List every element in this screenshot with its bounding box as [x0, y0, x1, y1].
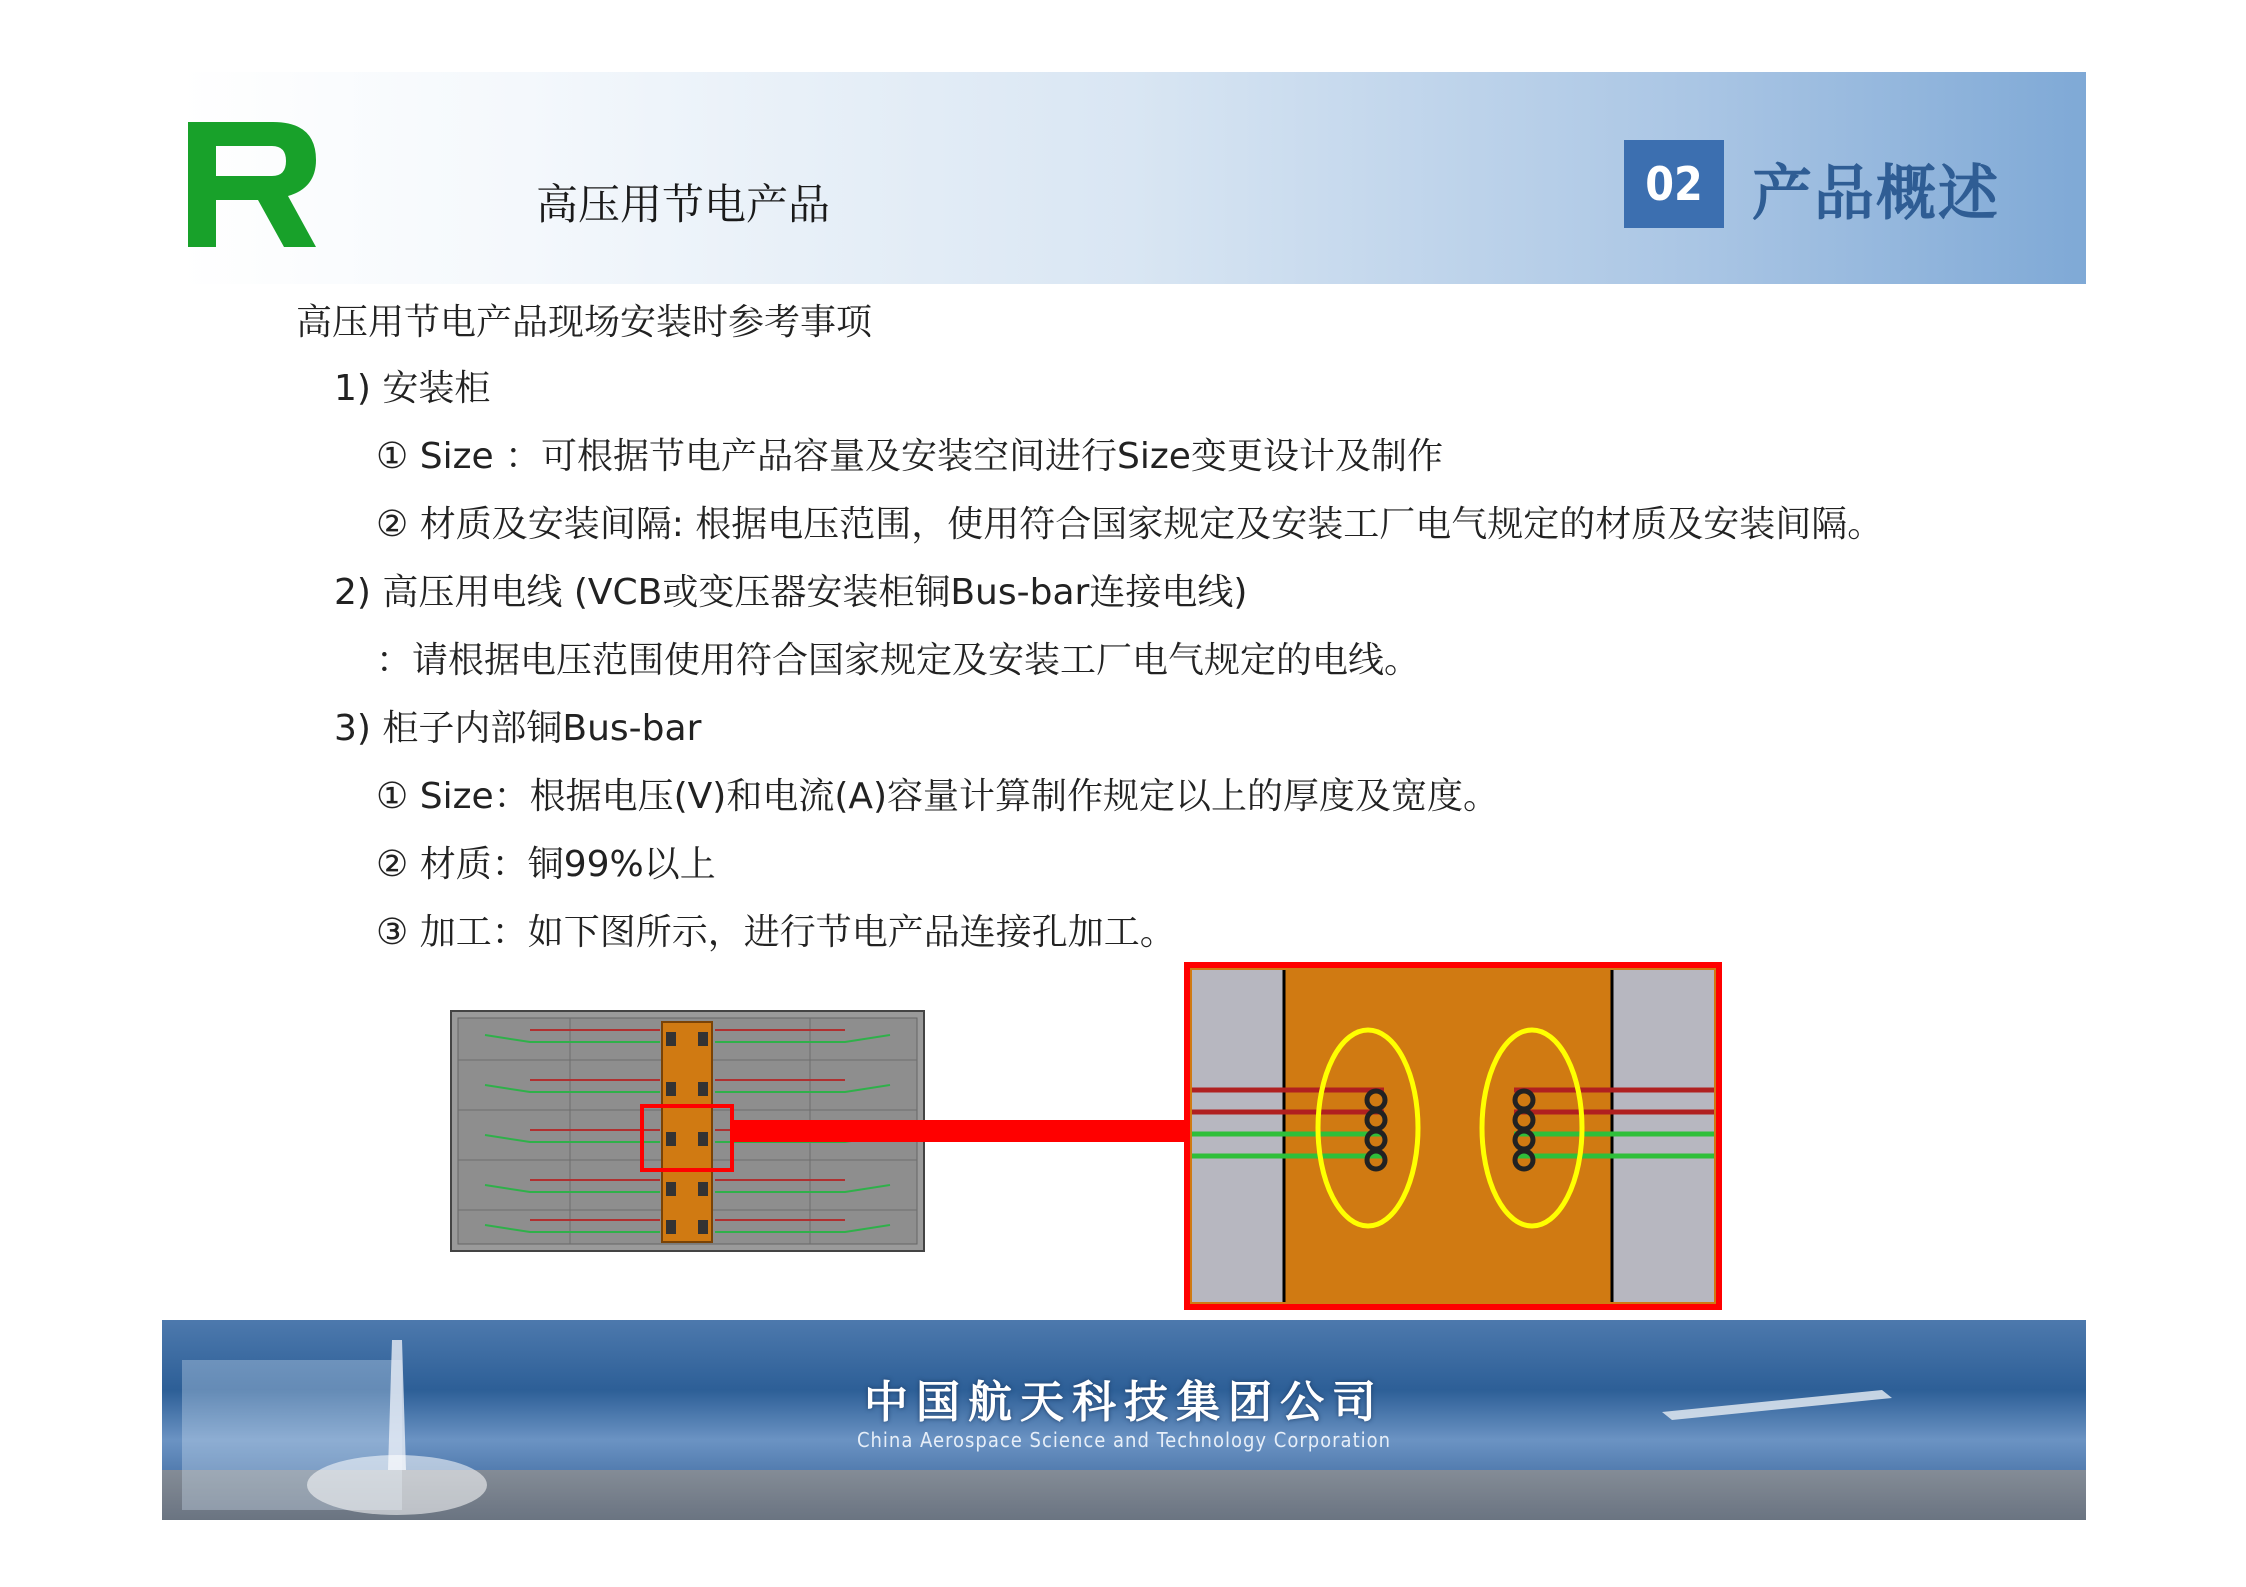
item2-sub1: ：请根据电压范围使用符合国家规定及安装工厂电气规定的电线。 [376, 640, 1421, 681]
header-title: 高压用节电产品 [536, 180, 831, 229]
footer-banner [162, 1320, 2086, 1520]
header-banner [180, 72, 2086, 284]
item3-sub1: ① Size：根据电压(V)和电流(A)容量计算制作规定以上的厚度及宽度。 [376, 776, 1500, 817]
intro-line: 高压用节电产品现场安装时参考事项 [296, 302, 873, 343]
item3-sub2: ② 材质：铜99%以上 [376, 844, 716, 885]
item3-sub3: ③ 加工：如下图所示，进行节电产品连接孔加工。 [376, 912, 1176, 953]
company-logo [188, 122, 318, 247]
footer-company-en: China Aerospace Science and Technology Corporation [856, 1428, 1392, 1452]
item1-sub1: ① Size ：可根据节电产品容量及安装空间进行Size变更设计及制作 [376, 436, 1443, 477]
footer-company-cn: 中国航天科技集团公司 [864, 1377, 1384, 1428]
item1-title: 1) 安装柜 [334, 368, 491, 409]
item2-title: 2) 高压用电线 (VCB或变压器安装柜铜Bus-bar连接电线) [334, 572, 1248, 613]
item3-title: 3) 柜子内部铜Bus-bar [334, 708, 702, 749]
item1-sub2: ② 材质及安装间隔: 根据电压范围，使用符合国家规定及安装工厂电气规定的材质及安装间隔。 [376, 504, 1884, 545]
section-title: 产品概述 [1752, 159, 2000, 229]
busbar-hole-detail-diagram [1184, 962, 1722, 1310]
section-number-badge: 02 [1624, 140, 1724, 228]
